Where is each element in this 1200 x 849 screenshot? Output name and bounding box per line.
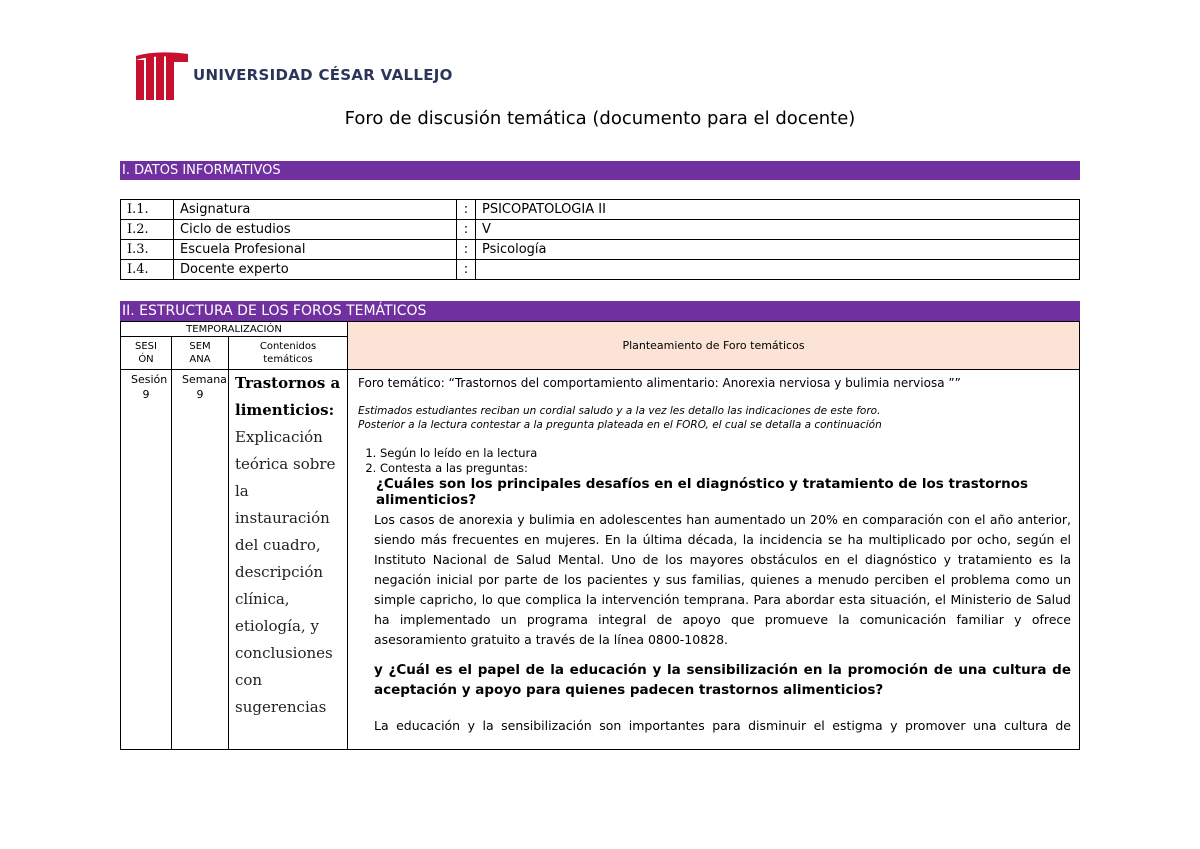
answer-2: La educación y la sensibilización son importantes para disminuir el estigma y promover una cultura de [374,718,1071,733]
sesion-value: Sesión 9 [131,373,168,401]
row-value: Psicología [476,240,1080,260]
planteamiento-cell [348,370,1080,750]
semana-header [172,337,229,370]
tema-body: Explicación teórica sobre la instauración del cuadro, descripción clínica, etiología, y conclusiones con sugerencias [235,428,336,716]
semana-cell [172,370,229,750]
row-number: I.2. [121,220,174,240]
tema-title: Trastornos alimenticios: [235,374,341,419]
row-value [476,260,1080,280]
question-1: ¿Cuáles son los principales desafíos en el diagnóstico y tratamiento de los trastornos alimenticios? [376,476,1029,508]
intro-text-2: Posterior a la lectura contestar a la pregunta plateada en el FORO, el cual se detalla a continuación [358,419,882,431]
info-row [121,240,1080,260]
row-colon: : [457,260,476,280]
section-datos-informativos: I. DATOS INFORMATIVOS [120,161,1080,180]
foro-text: “Trastornos del comportamiento alimentario: Anorexia nerviosa y bulimia nerviosa ”” [444,376,961,390]
list-item: 1. Según lo leído en la lectura [380,446,1071,461]
row-value: V [476,220,1080,240]
instructions-list [358,446,1071,476]
planteamiento-header: Planteamiento de Foro temáticos [348,322,1080,370]
info-table [120,199,1080,280]
row-label: Ciclo de estudios [174,220,457,240]
row-colon: : [457,220,476,240]
row-number: I.3. [121,240,174,260]
temporalizacion-header: TEMPORALIZACIÓN [121,322,348,337]
question-2: y ¿Cuál es el papel de la educación y la sensibilización en la promoción de una cultura de aceptación y apoyo para quienes padecen trastornos alimenticios? [374,662,1071,698]
semana-value: Semana 9 [182,373,227,401]
foro-label: Foro temático: [358,376,445,390]
row-number: I.4. [121,260,174,280]
structure-table [120,321,1080,750]
section-estructura-foros: II. ESTRUCTURA DE LOS FOROS TEMÁTICOS [120,301,1080,321]
contenidos-header [229,337,348,370]
foro-tematico [358,376,1071,390]
list-item: 2. Contesta a las preguntas: [380,461,1071,476]
row-label: Asignatura [174,200,457,220]
row-colon: : [457,240,476,260]
sesion-header-text: SESIÓN [135,341,157,365]
header-row-1 [121,322,1080,337]
info-row [121,200,1080,220]
info-row [121,220,1080,240]
intro-text-1: Estimados estudiantes reciban un cordial saludo y a la vez les detallo las indicaciones de este foro. [358,405,881,417]
row-value: PSICOPATOLOGIA II [476,200,1080,220]
row-colon: : [457,200,476,220]
content-row [121,370,1080,750]
info-row [121,260,1080,280]
semana-header-text: SEMANA [189,341,211,365]
sesion-cell [121,370,172,750]
sesion-header [121,337,172,370]
contenidos-cell [229,370,348,750]
answer-1: Los casos de anorexia y bulimia en adolescentes han aumentado un 20% en comparación con el año anterior, siendo más frecuentes en mujeres. En la última década, la incidencia se ha multiplicado por ocho, según el Instituto Nacional de Salud Mental. Uno de los mayores obstáculos en el diagnóstico y tratamiento es la negación inicial por parte de los pacientes y sus familias, quienes a menudo perciben el problema como un simple capricho, lo que complica la intervención temprana. Para abordar esta situación, el Ministerio de Salud ha implementado un programa integral de apoyo que promueve la comunicación familiar y ofrece asesoramiento gratuito a través de la línea 0800-10828. [374,512,1071,647]
logo-text: UNIVERSIDAD CÉSAR VALLEJO [193,66,453,84]
row-label: Escuela Profesional [174,240,457,260]
row-label: Docente experto [174,260,457,280]
contenidos-header-text: Contenidos temáticos [259,341,317,365]
document-title: Foro de discusión temática (documento para el docente) [344,108,856,129]
row-number: I.1. [121,200,174,220]
